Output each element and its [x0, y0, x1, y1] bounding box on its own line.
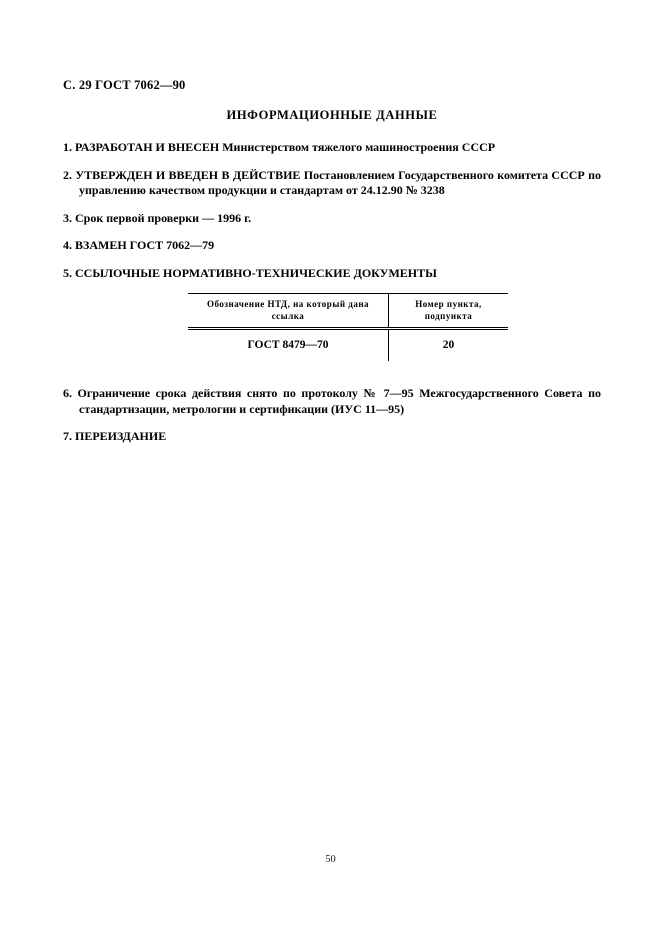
- column-header-clause-number: Номер пункта, подпункта: [389, 294, 509, 329]
- cell-ntd-designation: ГОСТ 8479—70: [188, 329, 389, 362]
- info-item-2: 2. УТВЕРЖДЕН И ВВЕДЕН В ДЕЙСТВИЕ Постановлением Государственного комитета СССР по управлению качеством продукции и стандартам от 24.12.90 № 3238: [63, 167, 601, 197]
- cell-clause-number: 20: [442, 339, 455, 351]
- references-table: [188, 293, 508, 361]
- table-row: [188, 329, 508, 362]
- info-item-3: 3. Срок первой проверки — 1996 г.: [63, 210, 252, 225]
- info-item-4: 4. ВЗАМЕН ГОСТ 7062—79: [63, 238, 215, 252]
- info-item-7: 7. ПЕРЕИЗДАНИЕ: [63, 429, 167, 443]
- page-number: 50: [325, 854, 336, 865]
- info-item-1: 1. РАЗРАБОТАН И ВНЕСЕН Министерством тяжелого машиностроения СССР: [63, 140, 496, 154]
- section-title: ИНФОРМАЦИОННЫЕ ДАННЫЕ: [226, 108, 438, 122]
- running-header: С. 29 ГОСТ 7062—90: [63, 78, 186, 92]
- document-content: [63, 78, 601, 457]
- column-header-ntd-designation: Обозначение НТД, на который дана ссылка: [188, 294, 389, 329]
- references-table-header-row: [188, 294, 508, 329]
- info-item-6: 6. Ограничение срока действия снято по протоколу № 7—95 Межгосударственного Совета по стандартизации, метрологии и сертификации (ИУС 11—95): [63, 386, 601, 416]
- info-item-5: 5. ССЫЛОЧНЫЕ НОРМАТИВНО-ТЕХНИЧЕСКИЕ ДОКУМЕНТЫ: [63, 265, 437, 280]
